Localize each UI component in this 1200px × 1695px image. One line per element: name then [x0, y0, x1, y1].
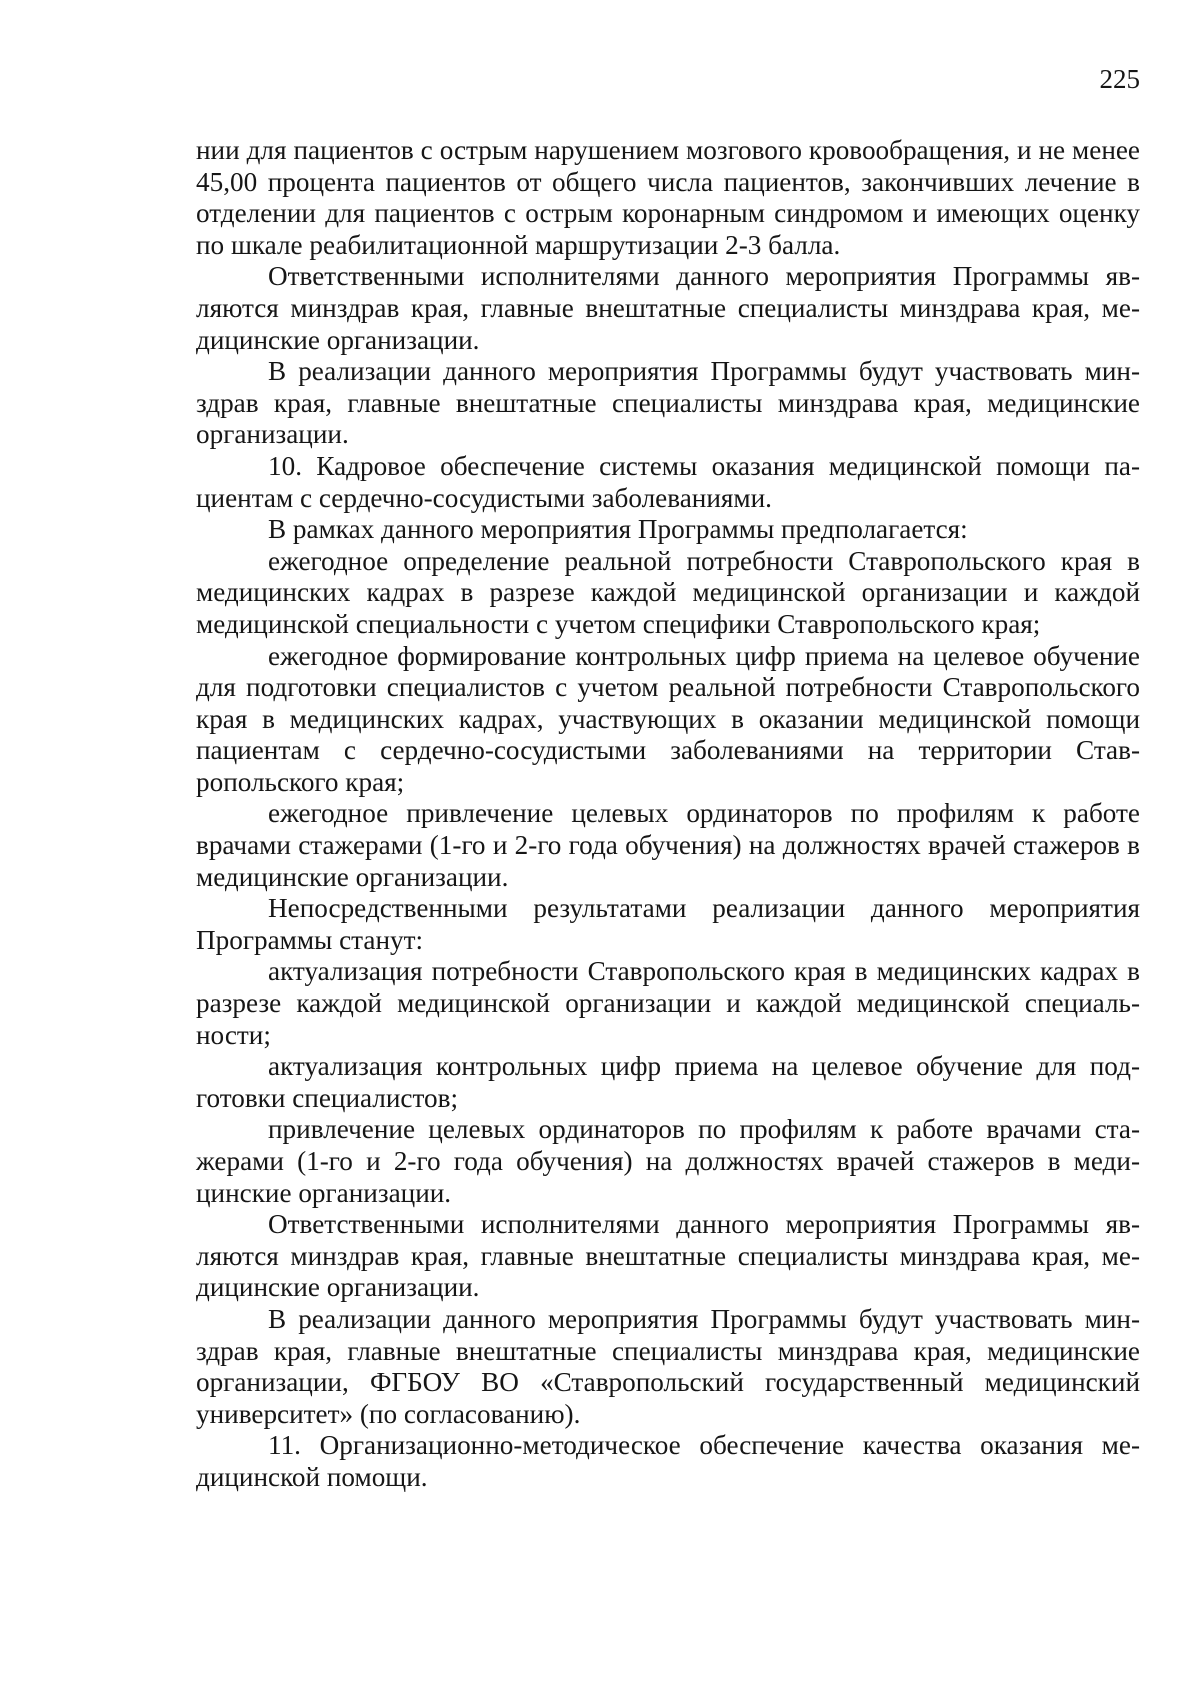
paragraph-results-intro: Непосредственными результатами реализации данного мероприятия Программы станут: — [196, 893, 1140, 955]
paragraph-measure-residents: ежегодное привлечение целевых ординаторов по профилям к работе врачами стажерами (1-го и 2-го года обучения) на должностях врачей стажеров в медицинские организации. — [196, 798, 1140, 892]
paragraph-measures-intro: В рамках данного мероприятия Программы предполагается: — [268, 514, 968, 545]
page-number: 225 — [1099, 64, 1140, 94]
paragraph-participants: В реализации данного мероприятия Программы будут участвовать минздрав края, главные внештатные специалисты минздрава края, медицинские организации. — [196, 356, 1140, 450]
paragraph-participants-2: В реализации данного мероприятия Программы будут участвовать минздрав края, главные внештатные специалисты минздрава края, медицинские организации, ФГБОУ ВО «Ставропольский государственный медицинский университет» (по согласованию). — [196, 1303, 1140, 1429]
paragraph-item-11-heading: 11. Организационно-методическое обеспечение качества оказания медицинской помощи. — [196, 1430, 1140, 1492]
paragraph-result-residents: привлечение целевых ординаторов по профилям к работе врачами стажерами (1-го и 2-го года обучения) на должностях врачей стажеров в медицинские организации. — [196, 1114, 1140, 1208]
paragraph-result-staff-needs: актуализация потребности Ставропольского края в медицинских кадрах в разрезе каждой медицинской организации и каждой медицинской специальности; — [196, 956, 1140, 1050]
paragraph-item-10-heading: 10. Кадровое обеспечение системы оказания медицинской помощи пациентам с сердечно-сосудистыми заболеваниями. — [196, 450, 1140, 513]
paragraph-responsible-executors-2: Ответственными исполнителями данного мероприятия Программы являются минздрав края, главные внештатные специалисты минздрава края, медицинские организации. — [196, 1209, 1140, 1303]
paragraph-continuation: нии для пациентов с острым нарушением мозгового кровообращения, и не менее 45,00 процента пациентов от общего числа пациентов, закончивших лечение в отделении для пациентов с острым коронарным синдромом и имеющих оценку по шкале реабилитационной маршрутизации 2-3 балла. — [196, 135, 1140, 260]
body-text — [196, 135, 1140, 1494]
paragraph-responsible-executors: Ответственными исполнителями данного мероприятия Программы являются минздрав края, главные внештатные специалисты минздрава края, медицинские организации. — [196, 261, 1140, 355]
paragraph-result-admission-figures: актуализация контрольных цифр приема на целевое обучение для подготовки специалистов; — [196, 1051, 1140, 1113]
paragraph-measure-staff-needs: ежегодное определение реальной потребности Ставропольского края в медицинских кадрах в разрезе каждой медицинской организации и каждой медицинской специальности с учетом специфики Ставропольского края; — [196, 545, 1140, 639]
paragraph-measure-admission-figures: ежегодное формирование контрольных цифр приема на целевое обучение для подготовки специалистов с учетом реальной потребности Ставропольского края в медицинских кадрах, участвующих в оказании медицинской помощи пациентам с сердечно-сосудистыми заболеваниями на территории Ставропольского края; — [196, 640, 1140, 797]
